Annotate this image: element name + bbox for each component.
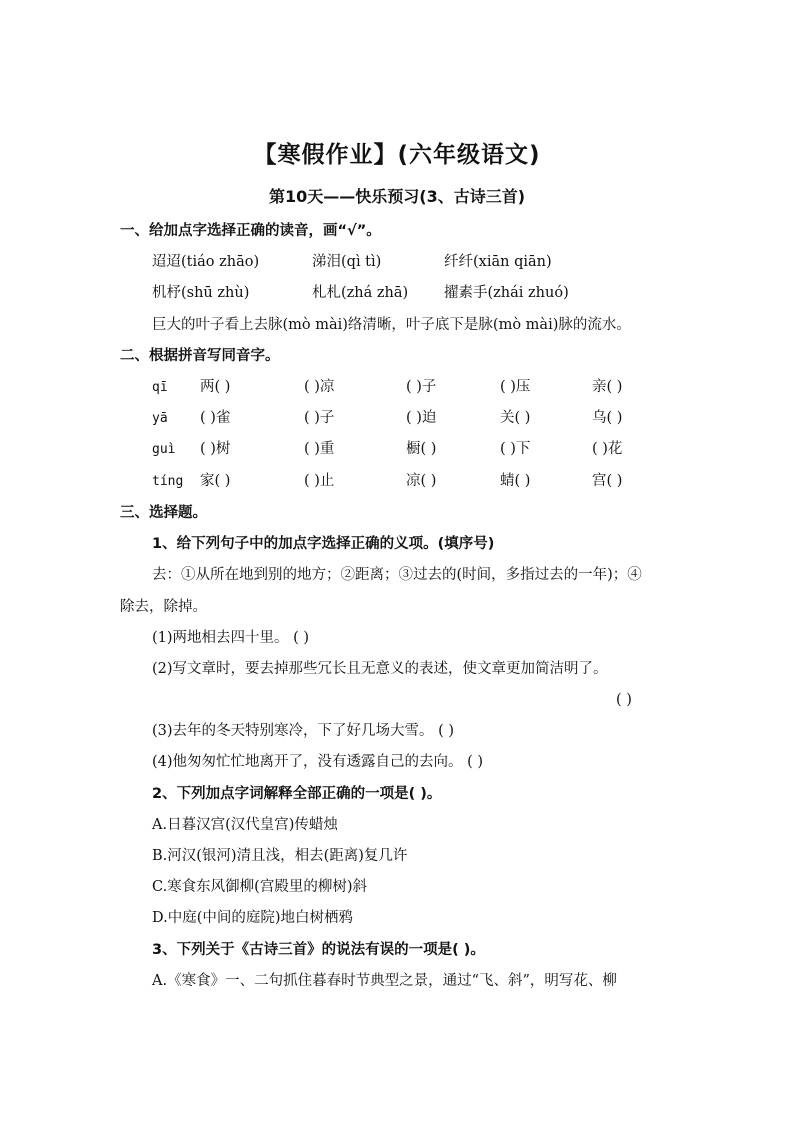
homophone-blank: ( )重 xyxy=(304,441,335,457)
homophone-blank: 蜻( ) xyxy=(500,473,531,489)
section1-heading: 一、给加点字选择正确的读音，画“√”。 xyxy=(120,223,381,239)
question2-option: B.河汉(银河)清且浅，相去(距离)复几许 xyxy=(152,848,408,864)
homophone-blank: ( )花 xyxy=(592,441,623,457)
pinyin-choice-5: 札札(zhá zhā) xyxy=(312,285,409,301)
homophone-blank: 乌( ) xyxy=(592,410,623,426)
pinyin-sentence: 巨大的叶子看上去脉(mò mài)络清晰，叶子底下是脉(mò mài)脉的流水。 xyxy=(152,317,631,333)
question1-stem: 1、给下列句子中的加点字选择正确的义项。(填序号) xyxy=(152,536,495,552)
question2-stem: 2、下列加点字词解释全部正确的一项是( )。 xyxy=(152,786,442,802)
question2-option: D.中庭(中间的庭院)地白树栖鸦 xyxy=(152,910,354,926)
section3-heading: 三、选择题。 xyxy=(120,505,207,521)
pinyin-label: guì xyxy=(152,442,176,457)
homophone-blank: 家( ) xyxy=(200,473,231,489)
homophone-blank: ( )止 xyxy=(304,473,335,489)
homophone-blank: 橱( ) xyxy=(406,441,437,457)
homophone-blank: ( )压 xyxy=(500,379,531,395)
question1-sentence-1: (1)两地相去四十里。 ( ) xyxy=(152,630,310,646)
question1-sentence-3: (3)去年的冬天特别寒冷，下了好几场大雪。 ( ) xyxy=(152,723,455,739)
homophone-blank: 凉( ) xyxy=(406,473,437,489)
section2-heading: 二、根据拼音写同音字。 xyxy=(120,348,280,364)
question2-option: A.日暮汉宫(汉代皇宫)传蜡烛 xyxy=(152,817,338,833)
homophone-blank: ( )树 xyxy=(200,441,231,457)
pinyin-choice-6: 擢素手(zhái zhuó) xyxy=(444,285,569,301)
question1-sentence-2: (2)写文章时，要去掉那些冗长且无意义的表述，使文章更加简洁明了。 xyxy=(152,661,608,677)
page-subtitle: 第10天——快乐预习(3、古诗三首) xyxy=(268,187,526,206)
definition-line: 去：①从所在地到别的地方；②距离；③过去的(时间，多指过去的一年)；④ xyxy=(152,567,642,583)
question3-stem: 3、下列关于《古诗三首》的说法有误的一项是( )。 xyxy=(152,942,485,958)
homophone-blank: ( )迫 xyxy=(406,410,437,426)
homophone-blank: ( )雀 xyxy=(200,410,231,426)
pinyin-choice-2: 涕泪(qì tì) xyxy=(312,254,382,270)
homophone-blank: 亲( ) xyxy=(592,379,623,395)
homophone-blank: ( )凉 xyxy=(304,379,335,395)
pinyin-choice-4: 机杼(shū zhù) xyxy=(152,285,250,301)
pinyin-label: yā xyxy=(152,411,168,426)
pinyin-choice-1: 迢迢(tiáo zhāo) xyxy=(152,254,260,270)
question1-sentence-4: (4)他匆匆忙忙地离开了，没有透露自己的去向。 ( ) xyxy=(152,754,484,770)
question3-option: A.《寒食》一、二句抓住暮春时节典型之景，通过“飞、斜”，明写花、柳 xyxy=(152,973,617,989)
pinyin-choice-3: 纤纤(xiān qiān) xyxy=(444,254,552,270)
pinyin-label: tíng xyxy=(152,474,184,489)
homophone-blank: 两( ) xyxy=(200,379,231,395)
answer-blank: ( ) xyxy=(616,692,632,708)
homophone-blank: 宫( ) xyxy=(592,473,623,489)
homophone-blank: ( )子 xyxy=(304,410,335,426)
definition-line: 除去，除掉。 xyxy=(120,599,207,615)
homophone-blank: 关( ) xyxy=(500,410,531,426)
question2-option: C.寒食东风御柳(宫殿里的柳树)斜 xyxy=(152,879,367,895)
homophone-blank: ( )子 xyxy=(406,379,437,395)
page-title: 【寒假作业】(六年级语文) xyxy=(253,142,541,168)
homophone-blank: ( )下 xyxy=(500,441,531,457)
pinyin-label: qī xyxy=(152,380,168,395)
